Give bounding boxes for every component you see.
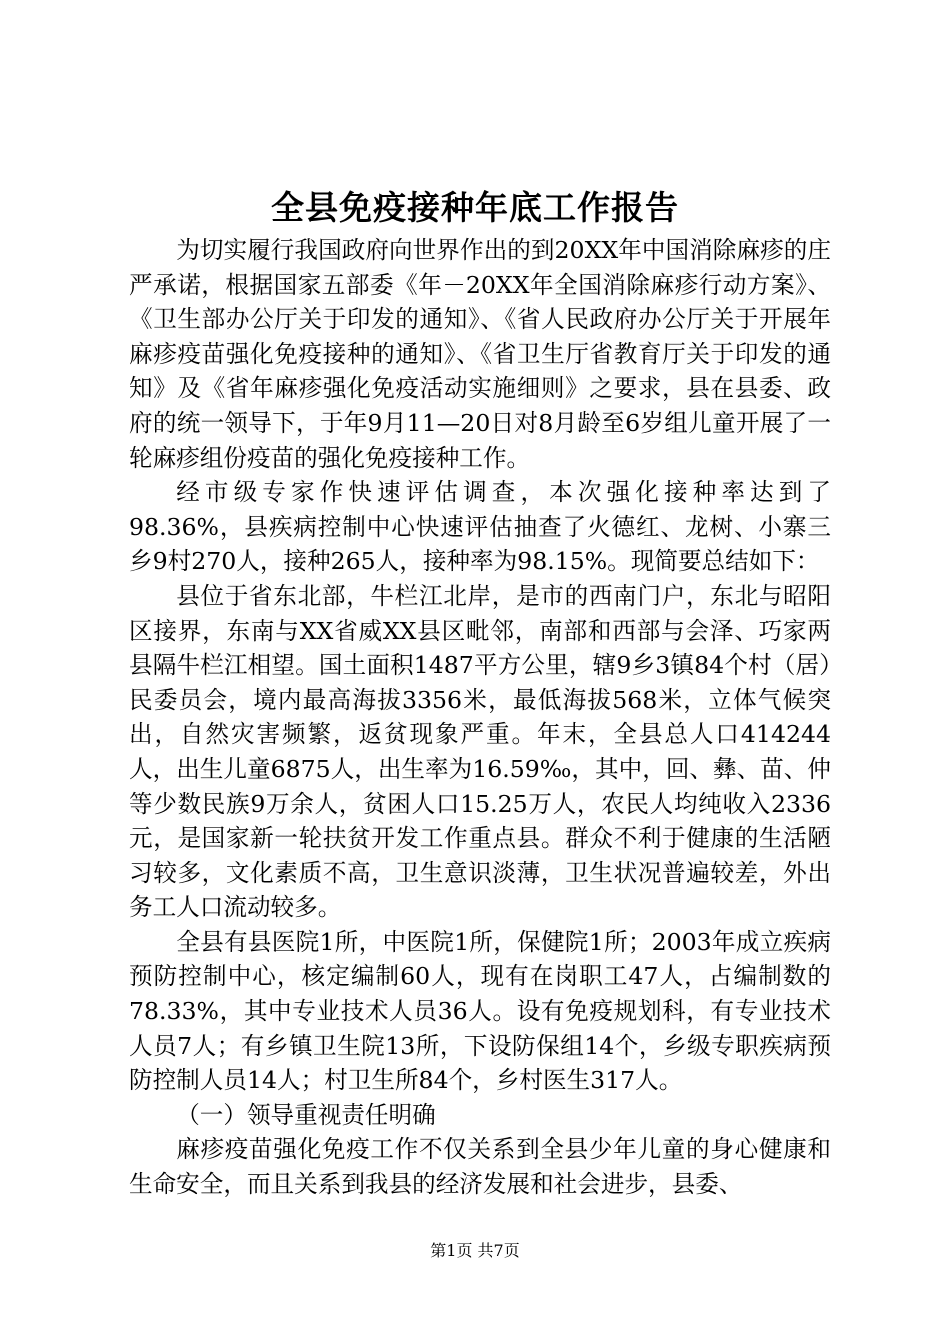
paragraph-leadership: 麻疹疫苗强化免疫工作不仅关系到全县少年儿童的身心健康和生命安全，而且关系到我县的经济发展和社会进步，县委、 [129,1135,831,1199]
section-heading-leadership: （一）领导重视责任明确 [176,1100,436,1129]
paragraph-county-overview: 县位于省东北部，牛栏江北岸，是市的西南门户，东北与昭阳区接界，东南与XX省威XX县区毗邻，南部和西部与会泽、巧家两县隔牛栏江相望。国土面积1487平方公里，辖9乡3镇84个村（居）民委员会，境内最高海拔3356米，最低海拔568米，立体气候突出，自然灾害频繁，返贫现象严重。年末，全县总人口414244人，出生儿童6875人，出生率为16.59‰，其中，回、彝、苗、仲等少数民族9万余人，贫困人口15.25万人，农民人均纯收入2336元，是国家新一轮扶贫开发工作重点县。群众不利于健康的生活陋习较多，文化素质不高，卫生意识淡薄，卫生状况普遍较差，外出务工人口流动较多。 [129,581,831,922]
paragraph-evaluation: 经市级专家作快速评估调查，本次强化接种率达到了98.36%，县疾病控制中心快速评估抽查了火德红、龙树、小寨三乡9村270人，接种265人，接种率为98.15%。现简要总结如下： [129,478,831,576]
page-footer: 第1页 共7页 [430,1241,520,1260]
document-title: 全县免疫接种年底工作报告 [271,188,679,227]
document-body [129,233,831,1202]
paragraph-intro: 为切实履行我国政府向世界作出的到20XX年中国消除麻疹的庄严承诺，根据国家五部委《年－20XX年全国消除麻疹行动方案》、《卫生部办公厅关于印发的通知》、《省人民政府办公厅关于开展年麻疹疫苗强化免疫接种的通知》、《省卫生厅省教育厅关于印发的通知》及《省年麻疹强化免疫活动实施细则》之要求，县在县委、政府的统一领导下，于年9月11—20日对8月龄至6岁组儿童开展了一轮麻疹组份疫苗的强化免疫接种工作。 [129,236,831,472]
paragraph-health-facilities: 全县有县医院1所，中医院1所，保健院1所；2003年成立疾病预防控制中心，核定编制60人，现有在岗职工47人，占编制数的78.33%，其中专业技术人员36人。设有免疫规划科，有专业技术人员7人；有乡镇卫生院13所，下设防保组14个，乡级专职疾病预防控制人员14人；村卫生所84个，乡村医生317人。 [129,927,831,1095]
